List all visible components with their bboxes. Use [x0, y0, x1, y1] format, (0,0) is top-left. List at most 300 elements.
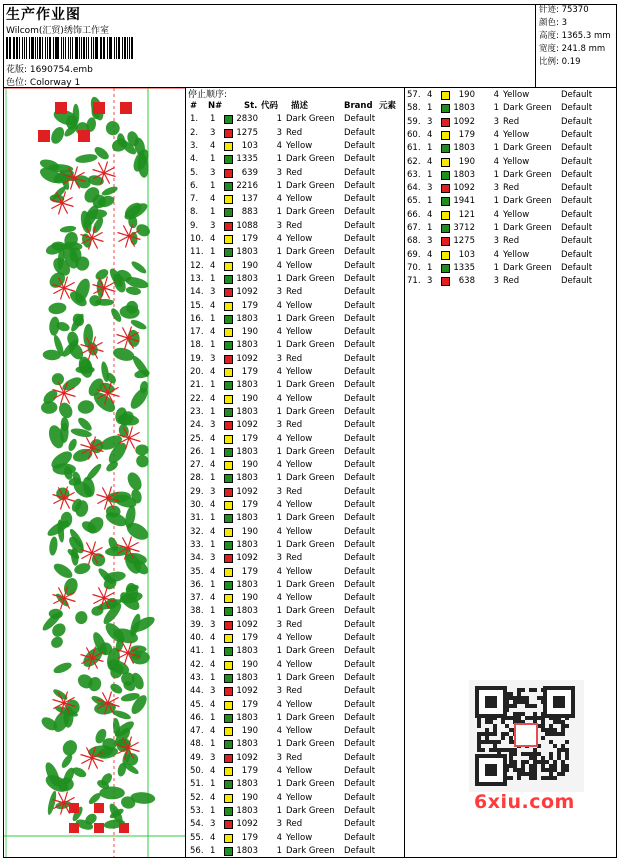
color-code: 1	[276, 154, 282, 165]
brand: Default	[344, 566, 376, 577]
color-code: 1	[276, 473, 282, 484]
color-code: 1	[493, 196, 499, 207]
needle-number: 3	[210, 167, 216, 178]
file-name: 1690754.emb	[29, 65, 93, 75]
brand: Default	[344, 460, 376, 471]
stitch-count: 190	[241, 526, 258, 537]
stitch-count: 1803	[236, 473, 258, 484]
table-row	[188, 300, 404, 313]
brand: Default	[344, 619, 376, 630]
brand: Default	[344, 633, 376, 643]
color-swatch	[224, 780, 233, 789]
color-swatch	[224, 341, 233, 350]
table-row	[188, 712, 404, 725]
color-description: Dark Green	[286, 606, 335, 617]
brand: Default	[344, 845, 376, 856]
stop-number: 22.	[190, 393, 204, 404]
stop-number: 58.	[407, 103, 421, 114]
needle-number: 4	[210, 699, 216, 710]
table-row	[188, 845, 404, 858]
stop-number: 61.	[407, 143, 421, 154]
stop-number: 26.	[190, 446, 204, 457]
needle-number: 4	[427, 209, 433, 220]
color-description: Yellow	[503, 209, 530, 220]
needle-number: 1	[210, 672, 216, 683]
header-description: 描述	[291, 101, 309, 111]
needle-number: 1	[210, 606, 216, 617]
needle-number: 3	[210, 686, 216, 697]
table-row	[188, 592, 404, 605]
brand: Default	[344, 819, 376, 830]
table-row	[405, 182, 620, 195]
color-description: Dark Green	[286, 273, 335, 284]
color-description: Yellow	[286, 832, 313, 843]
stop-number: 32.	[190, 526, 204, 537]
color-description: Yellow	[286, 633, 313, 643]
file-line	[6, 62, 93, 75]
stitch-count: 1803	[236, 739, 258, 750]
color-code: 3	[276, 287, 282, 298]
color-code: 3	[493, 276, 499, 287]
table-row	[188, 818, 404, 831]
color-code: 3	[276, 486, 282, 497]
color-description: Red	[503, 116, 520, 127]
color-swatch	[441, 264, 450, 273]
color-code: 4	[276, 766, 282, 776]
stop-number: 48.	[190, 739, 204, 750]
needle-number: 4	[427, 249, 433, 260]
color-swatch	[224, 661, 233, 670]
table-row	[188, 526, 404, 539]
table-header	[188, 100, 404, 113]
stitch-count: 883	[241, 207, 258, 218]
color-code: 3	[276, 686, 282, 697]
brand: Default	[561, 236, 593, 247]
info-stitches: 针迹: 75370	[539, 5, 589, 15]
color-description: Dark Green	[286, 739, 335, 750]
stop-number: 71.	[407, 276, 421, 287]
color-swatch	[224, 847, 233, 856]
color-description: Dark Green	[286, 180, 335, 191]
stitch-count: 1092	[236, 752, 258, 763]
brand: Default	[344, 220, 376, 231]
color-swatch	[441, 224, 450, 233]
stop-number: 52.	[190, 792, 204, 803]
stitch-count: 179	[241, 367, 258, 377]
brand: Default	[344, 686, 376, 697]
stop-number: 31.	[190, 513, 204, 524]
stop-number: 29.	[190, 486, 204, 497]
stitch-count: 1092	[236, 353, 258, 364]
brand: Default	[561, 156, 593, 167]
color-description: Yellow	[286, 593, 313, 604]
color-description: Dark Green	[503, 262, 552, 273]
color-description: Red	[286, 287, 303, 298]
stitch-count: 1803	[453, 103, 475, 114]
stitch-count: 1941	[453, 196, 475, 207]
column-divider	[185, 87, 186, 858]
color-swatch	[224, 408, 233, 417]
needle-number: 4	[210, 140, 216, 151]
table-row	[405, 235, 620, 248]
color-code: 1	[276, 406, 282, 417]
table-row	[188, 832, 404, 845]
color-description: Dark Green	[286, 579, 335, 590]
color-description: Red	[286, 127, 303, 138]
needle-number: 4	[210, 593, 216, 604]
stop-number: 17.	[190, 327, 204, 338]
needle-number: 3	[210, 553, 216, 564]
stop-number: 18.	[190, 340, 204, 351]
color-code: 1	[276, 779, 282, 790]
stitch-count: 1803	[236, 579, 258, 590]
brand: Default	[561, 276, 593, 287]
brand: Default	[344, 327, 376, 338]
color-description: Yellow	[286, 260, 313, 271]
brand: Default	[561, 143, 593, 154]
color-description: Yellow	[286, 699, 313, 710]
stop-number: 24.	[190, 420, 204, 431]
color-swatch	[224, 381, 233, 390]
brand: Default	[344, 699, 376, 710]
color-code: 3	[276, 420, 282, 431]
needle-number: 1	[210, 114, 216, 125]
needle-number: 1	[210, 779, 216, 790]
stop-number: 5.	[190, 167, 199, 178]
stop-number: 40.	[190, 633, 204, 643]
qr-code-icon	[469, 680, 584, 792]
table-row	[188, 512, 404, 525]
color-swatch	[224, 169, 233, 178]
stop-number: 23.	[190, 406, 204, 417]
brand: Default	[344, 526, 376, 537]
color-code: 4	[493, 156, 499, 167]
color-description: Yellow	[286, 566, 313, 577]
stop-number: 2.	[190, 127, 199, 138]
stitch-count: 1803	[236, 712, 258, 723]
brand: Default	[344, 646, 376, 657]
color-code: 4	[493, 249, 499, 260]
color-description: Dark Green	[286, 446, 335, 457]
color-swatch	[224, 674, 233, 683]
table-row	[188, 685, 404, 698]
brand: Default	[344, 792, 376, 803]
stop-number: 42.	[190, 659, 204, 670]
stitch-count: 1803	[236, 273, 258, 284]
color-swatch	[224, 222, 233, 231]
brand: Default	[344, 805, 376, 816]
color-description: Yellow	[286, 526, 313, 537]
color-swatch	[224, 701, 233, 710]
barcode	[6, 37, 134, 59]
stop-number: 68.	[407, 236, 421, 247]
color-description: Yellow	[286, 659, 313, 670]
needle-number: 3	[427, 183, 433, 194]
table-row	[188, 605, 404, 618]
stop-number: 47.	[190, 726, 204, 737]
needle-number: 4	[210, 433, 216, 444]
stitch-count: 179	[241, 566, 258, 577]
table-row	[188, 167, 404, 180]
stitch-count: 179	[241, 766, 258, 776]
table-row	[405, 102, 620, 115]
needle-number: 4	[427, 156, 433, 167]
color-swatch	[224, 129, 233, 138]
needle-number: 4	[210, 234, 216, 244]
stitch-count: 179	[241, 500, 258, 510]
stitch-count: 1335	[453, 262, 475, 273]
stitch-count: 1803	[236, 247, 258, 258]
color-code: 1	[276, 207, 282, 218]
table-row	[188, 419, 404, 432]
stitch-count: 1803	[236, 406, 258, 417]
needle-number: 4	[427, 129, 433, 140]
color-code: 1	[276, 646, 282, 657]
color-description: Red	[286, 686, 303, 697]
stop-number: 10.	[190, 234, 204, 244]
table-row	[188, 286, 404, 299]
brand: Default	[561, 103, 593, 114]
color-code: 4	[276, 832, 282, 843]
brand: Default	[561, 129, 593, 140]
brand: Default	[561, 209, 593, 220]
table-row	[188, 472, 404, 485]
color-code: 1	[276, 180, 282, 191]
color-swatch	[224, 621, 233, 630]
color-code: 4	[493, 209, 499, 220]
stitch-count: 179	[241, 234, 258, 244]
stitch-count: 190	[458, 156, 475, 167]
table-row	[188, 619, 404, 632]
color-code: 4	[276, 633, 282, 643]
colorway-value: Colorway 1	[29, 78, 81, 88]
color-swatch	[224, 262, 233, 271]
color-code: 4	[493, 129, 499, 140]
color-swatch	[224, 767, 233, 776]
color-code: 4	[276, 460, 282, 471]
color-code: 4	[276, 659, 282, 670]
needle-number: 1	[210, 406, 216, 417]
color-code: 1	[493, 169, 499, 180]
stitch-count: 1092	[453, 116, 475, 127]
stitch-count: 179	[241, 832, 258, 843]
brand: Default	[344, 114, 376, 125]
stop-number: 55.	[190, 832, 204, 843]
stitch-count: 190	[241, 726, 258, 737]
brand: Default	[344, 659, 376, 670]
color-description: Dark Green	[286, 114, 335, 125]
color-description: Yellow	[286, 234, 313, 244]
brand: Default	[344, 539, 376, 550]
table-row	[188, 552, 404, 565]
color-swatch	[224, 727, 233, 736]
stitch-count: 190	[241, 393, 258, 404]
brand: Default	[344, 712, 376, 723]
brand: Default	[344, 500, 376, 510]
color-code: 1	[276, 340, 282, 351]
color-code: 3	[276, 220, 282, 231]
color-swatch	[224, 235, 233, 244]
needle-number: 3	[210, 619, 216, 630]
page-title: 生产作业图	[6, 7, 81, 23]
color-code: 4	[276, 327, 282, 338]
table-row	[188, 486, 404, 499]
stop-number: 9.	[190, 220, 199, 231]
needle-number: 4	[210, 194, 216, 205]
stitch-count: 190	[241, 327, 258, 338]
stitch-count: 179	[241, 433, 258, 444]
stitch-count: 3712	[453, 223, 475, 233]
table-row	[188, 792, 404, 805]
color-code: 1	[276, 672, 282, 683]
color-code: 4	[276, 500, 282, 510]
stitch-count: 1803	[453, 143, 475, 154]
color-code: 1	[276, 579, 282, 590]
table-row	[188, 699, 404, 712]
color-code: 4	[276, 260, 282, 271]
table-row	[188, 127, 404, 140]
brand: Default	[561, 196, 593, 207]
table-row	[405, 89, 620, 102]
stitch-count: 1803	[236, 313, 258, 324]
color-description: Dark Green	[286, 805, 335, 816]
color-swatch	[224, 182, 233, 191]
stitch-count: 1803	[236, 845, 258, 856]
table-row	[405, 209, 620, 222]
color-swatch	[224, 208, 233, 217]
needle-number: 3	[210, 353, 216, 364]
needle-number: 1	[210, 340, 216, 351]
needle-number: 1	[210, 712, 216, 723]
brand: Default	[344, 127, 376, 138]
color-description: Dark Green	[286, 380, 335, 391]
color-description: Dark Green	[286, 779, 335, 790]
needle-number: 4	[210, 367, 216, 377]
color-swatch	[441, 131, 450, 140]
color-description: Dark Green	[286, 154, 335, 165]
color-swatch	[224, 474, 233, 483]
stop-number: 6.	[190, 180, 199, 191]
table-row	[188, 433, 404, 446]
brand: Default	[344, 234, 376, 244]
color-description: Red	[286, 353, 303, 364]
stop-number: 34.	[190, 553, 204, 564]
color-code: 1	[493, 143, 499, 154]
stop-number: 1.	[190, 114, 199, 125]
stop-number: 63.	[407, 169, 421, 180]
color-description: Red	[286, 486, 303, 497]
table-row	[188, 326, 404, 339]
table-row	[188, 752, 404, 765]
color-description: Yellow	[286, 194, 313, 205]
stop-number: 67.	[407, 223, 421, 233]
table-row	[188, 353, 404, 366]
table-row	[188, 246, 404, 259]
needle-number: 1	[210, 805, 216, 816]
color-code: 4	[276, 699, 282, 710]
color-swatch	[441, 237, 450, 246]
table-row	[405, 195, 620, 208]
color-description: Yellow	[503, 90, 530, 100]
brand: Default	[344, 739, 376, 750]
color-swatch	[224, 328, 233, 337]
stitch-count: 1335	[236, 154, 258, 165]
stop-number: 35.	[190, 566, 204, 577]
stop-number: 13.	[190, 273, 204, 284]
table-row	[188, 645, 404, 658]
color-description: Red	[286, 819, 303, 830]
table-row	[188, 220, 404, 233]
stop-number: 46.	[190, 712, 204, 723]
stitch-count: 2830	[236, 114, 258, 125]
color-code: 4	[276, 792, 282, 803]
color-code: 1	[276, 805, 282, 816]
table-row	[405, 222, 620, 235]
header-num: #	[190, 101, 198, 111]
needle-number: 3	[210, 127, 216, 138]
qr-code-icon	[469, 680, 584, 792]
info-box	[535, 4, 618, 87]
color-code: 1	[276, 273, 282, 284]
info-width: 宽度: 241.8 mm	[539, 44, 606, 54]
color-description: Red	[503, 183, 520, 194]
table-row	[188, 233, 404, 246]
color-swatch	[224, 368, 233, 377]
color-swatch	[224, 288, 233, 297]
brand: Default	[561, 116, 593, 127]
needle-number: 3	[210, 287, 216, 298]
needle-number: 4	[210, 526, 216, 537]
color-description: Dark Green	[286, 513, 335, 524]
color-swatch	[441, 104, 450, 113]
color-code: 3	[276, 167, 282, 178]
stitch-count: 1088	[236, 220, 258, 231]
brand: Default	[344, 446, 376, 457]
brand: Default	[561, 262, 593, 273]
stop-number: 12.	[190, 260, 204, 271]
stop-number: 54.	[190, 819, 204, 830]
table-row	[405, 249, 620, 262]
color-description: Dark Green	[286, 247, 335, 258]
table-row	[188, 313, 404, 326]
embroidery-design-preview	[4, 88, 185, 857]
table-row	[188, 579, 404, 592]
color-swatch	[224, 461, 233, 470]
file-label: 花版:	[6, 65, 28, 75]
stop-number: 64.	[407, 183, 421, 194]
needle-number: 4	[210, 460, 216, 471]
brand: Default	[344, 406, 376, 417]
brand: Default	[344, 287, 376, 298]
needle-number: 1	[427, 262, 433, 273]
stitch-count: 1803	[236, 539, 258, 550]
needle-number: 1	[210, 739, 216, 750]
needle-number: 3	[210, 819, 216, 830]
needle-number: 1	[210, 180, 216, 191]
table-row	[405, 262, 620, 275]
brand: Default	[561, 223, 593, 233]
needle-number: 3	[427, 276, 433, 287]
table-row	[405, 116, 620, 129]
color-description: Yellow	[286, 792, 313, 803]
needle-number: 4	[210, 500, 216, 510]
table-row	[188, 393, 404, 406]
brand: Default	[344, 260, 376, 271]
stitch-count: 1803	[236, 779, 258, 790]
table-row	[188, 805, 404, 818]
color-swatch	[441, 277, 450, 286]
color-swatch	[224, 594, 233, 603]
